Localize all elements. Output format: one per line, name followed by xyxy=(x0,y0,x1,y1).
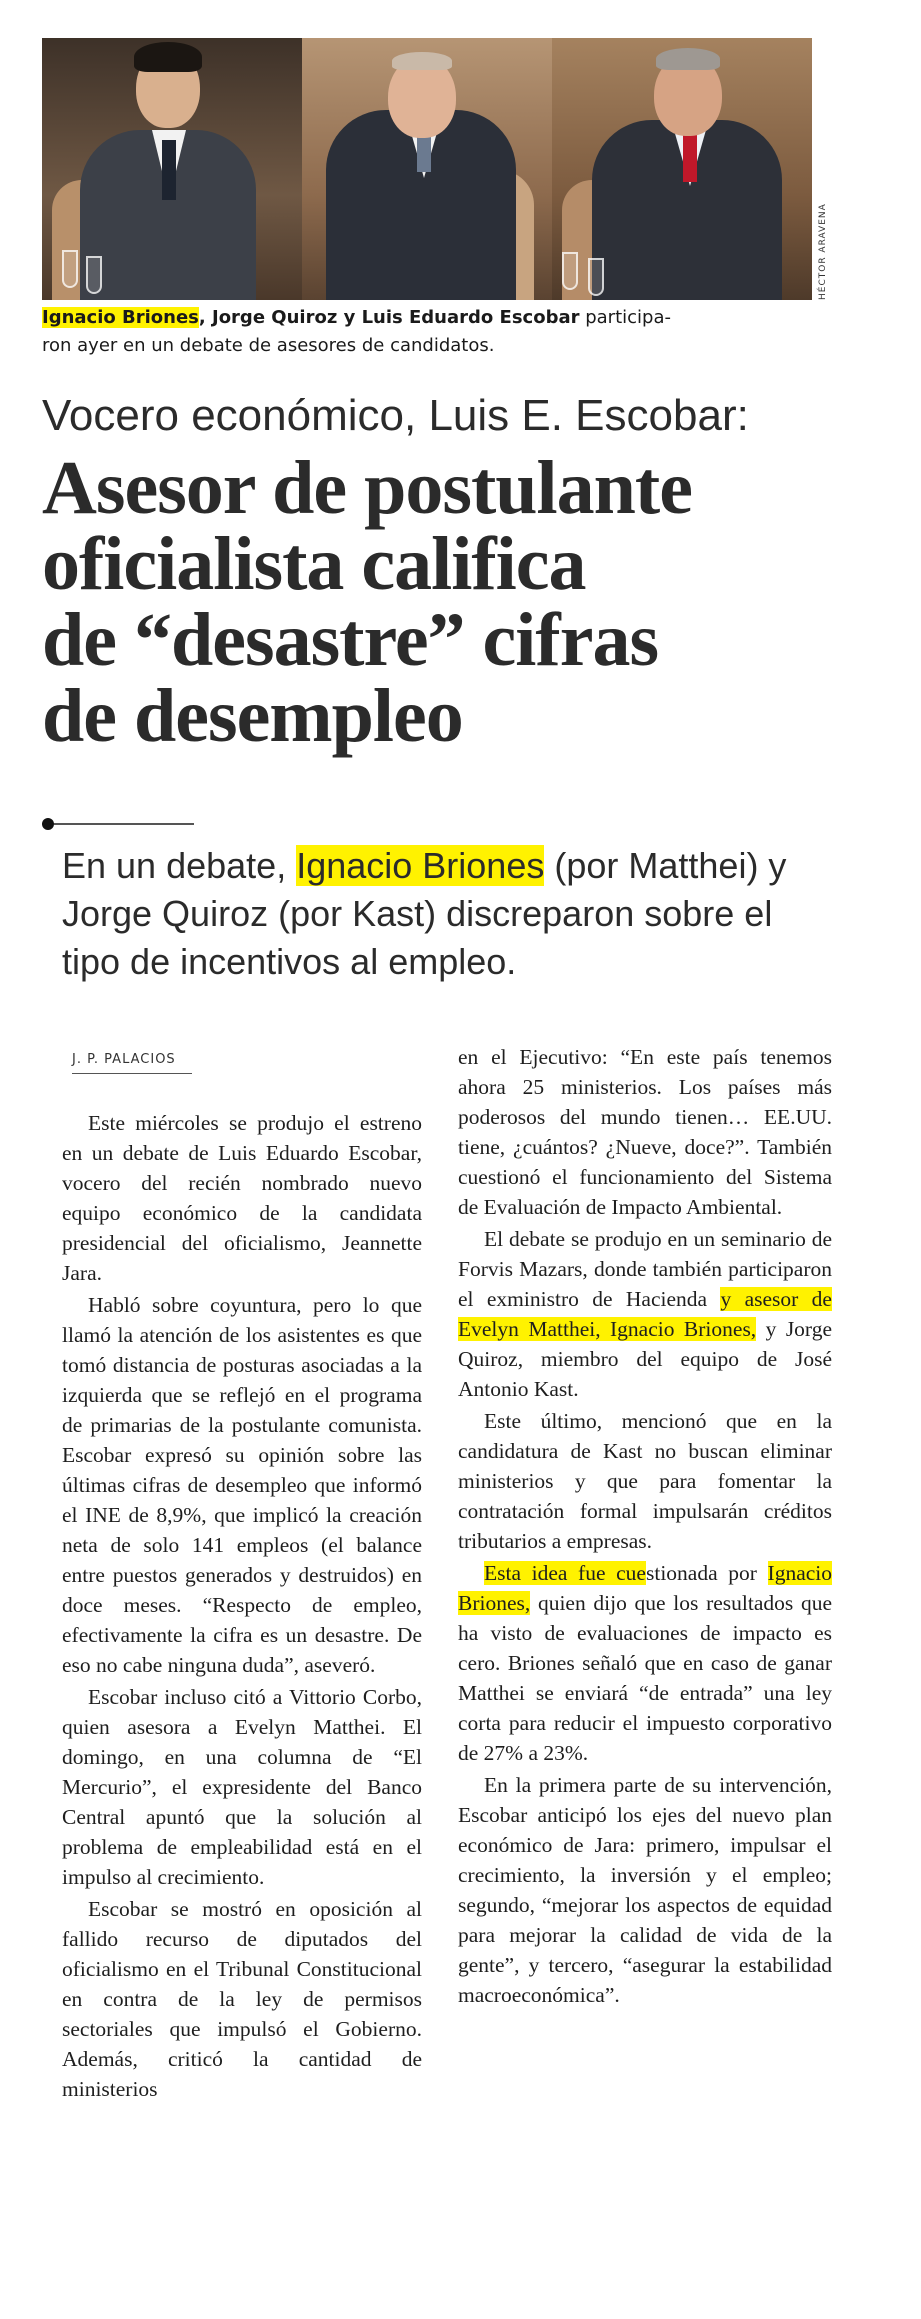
headline-line-2: oficialista califica xyxy=(42,522,586,606)
paragraph: Escobar se mostró en oposición al fallido recurso de diputados del oficialismo en el Tribunal Constitucional en contra de la ley de permisos sectoriales que impulsó el Gobierno. Además, criticó la cantidad de ministerios xyxy=(62,1897,422,2101)
caption-text-2: ron ayer en un debate de asesores de candidatos. xyxy=(42,335,495,356)
byline: J. P. PALACIOS xyxy=(72,1052,192,1074)
news-photo xyxy=(42,38,812,300)
paragraph xyxy=(458,1224,832,1404)
photo-caption xyxy=(42,304,822,360)
divider-dot xyxy=(42,818,54,830)
paragraph-highlight: y asesor de Evelyn Matthei, Ignacio Briones, xyxy=(458,1287,832,1341)
wine-glass-icon xyxy=(562,252,578,290)
paragraph: Este miércoles se produjo el estreno en un debate de Luis Eduardo Escobar, vocero del recién nombrado nuevo equipo económico de la candidata presidencial del oficialismo, Jeannette Jara. xyxy=(62,1111,422,1285)
headline xyxy=(42,446,822,758)
kicker: Vocero económico, Luis E. Escobar: xyxy=(42,391,749,440)
headline-line-4: de desempleo xyxy=(42,674,463,758)
deck-text-post: (por Matthei) y Jorge Quiroz (por Kast) discreparon sobre el tipo de incentivos al empleo. xyxy=(62,845,787,982)
deck xyxy=(62,842,822,986)
wine-glass-icon xyxy=(62,250,78,288)
caption-text-1: participa- xyxy=(579,307,671,328)
paragraph: En la primera parte de su intervención, Escobar anticipó los ejes del nuevo plan económico de Jara: primero, impulsar el crecimiento, la inversión y el empleo; segundo, “mejorar los aspectos de equidad para mejorar la calidad de vida de la gente”, y tercero, “asegurar la estabilidad macroeconómica”. xyxy=(458,1773,832,2007)
wine-glass-icon xyxy=(588,258,604,296)
caption-highlight: Ignacio Briones xyxy=(42,307,199,328)
caption-names: , Jorge Quiroz y Luis Eduardo Escobar xyxy=(198,307,580,328)
body-column-left xyxy=(62,1108,422,2106)
paragraph xyxy=(458,1558,832,1768)
paragraph-text: El debate se produjo en un seminario de Forvis Mazars, donde también participaron el exministro de Hacienda xyxy=(458,1227,832,1311)
paragraph-text: stionada por xyxy=(645,1561,768,1585)
person-center xyxy=(304,38,544,300)
deck-highlight: Ignacio Briones xyxy=(296,845,545,886)
body-column-right xyxy=(458,1042,832,2012)
paragraph-highlight: Esta idea fue cue xyxy=(484,1561,646,1585)
paragraph-text: y Jorge Quiroz, miembro del equipo de José Antonio Kast. xyxy=(458,1317,832,1401)
paragraph: Escobar incluso citó a Vittorio Corbo, quien asesora a Evelyn Matthei. El domingo, en una columna de “El Mercurio”, el expresidente del Banco Central apuntó que la solución al problema de empleabilidad está en el impulso al crecimiento. xyxy=(62,1685,422,1889)
paragraph: Este último, mencionó que en la candidatura de Kast no buscan eliminar ministerios y que para fomentar la contratación formal impulsarán créditos tributarios a empresas. xyxy=(458,1409,832,1553)
headline-line-1: Asesor de postulante xyxy=(42,446,692,530)
wine-glass-icon xyxy=(86,256,102,294)
paragraph-text: quien dijo que los resultados que ha visto de evaluaciones de impacto es cero. Briones señaló que en caso de ganar Matthei se enviará “de entrada” una ley corta para reducir el impuesto corporativo de 27% a 23%. xyxy=(458,1591,832,1765)
paragraph: en el Ejecutivo: “En este país tenemos ahora 25 ministerios. Los países más poderosos del mundo tienen… EE.UU. tiene, ¿cuántos? ¿Nueve, doce?”. También cuestionó el funcionamiento del Sistema de Evaluación de Impacto Ambiental. xyxy=(458,1045,832,1219)
deck-text-pre: En un debate, xyxy=(62,845,297,886)
headline-line-3: de “desastre” cifras xyxy=(42,598,659,682)
divider-line xyxy=(54,823,194,825)
paragraph-highlight: Ignacio Briones, xyxy=(458,1561,832,1615)
paragraph: Habló sobre coyuntura, pero lo que llamó la atención de los asistentes es que tomó distancia de posturas asociadas a la izquierda que se reflejó en el programa de primarias de la postulante comunista. Escobar expresó su opinión sobre las últimas cifras de desempleo que informó el INE de 8,9%, que implicó la creación neta de solo 141 empleos (el balance entre puestos generados y destruidos) en doce meses. “Respecto de empleo, efectivamente la cifra es un desastre. De eso no cabe ninguna duda”, aseveró. xyxy=(62,1293,422,1677)
photo-credit: HÉCTOR ARAVENA xyxy=(818,203,828,300)
